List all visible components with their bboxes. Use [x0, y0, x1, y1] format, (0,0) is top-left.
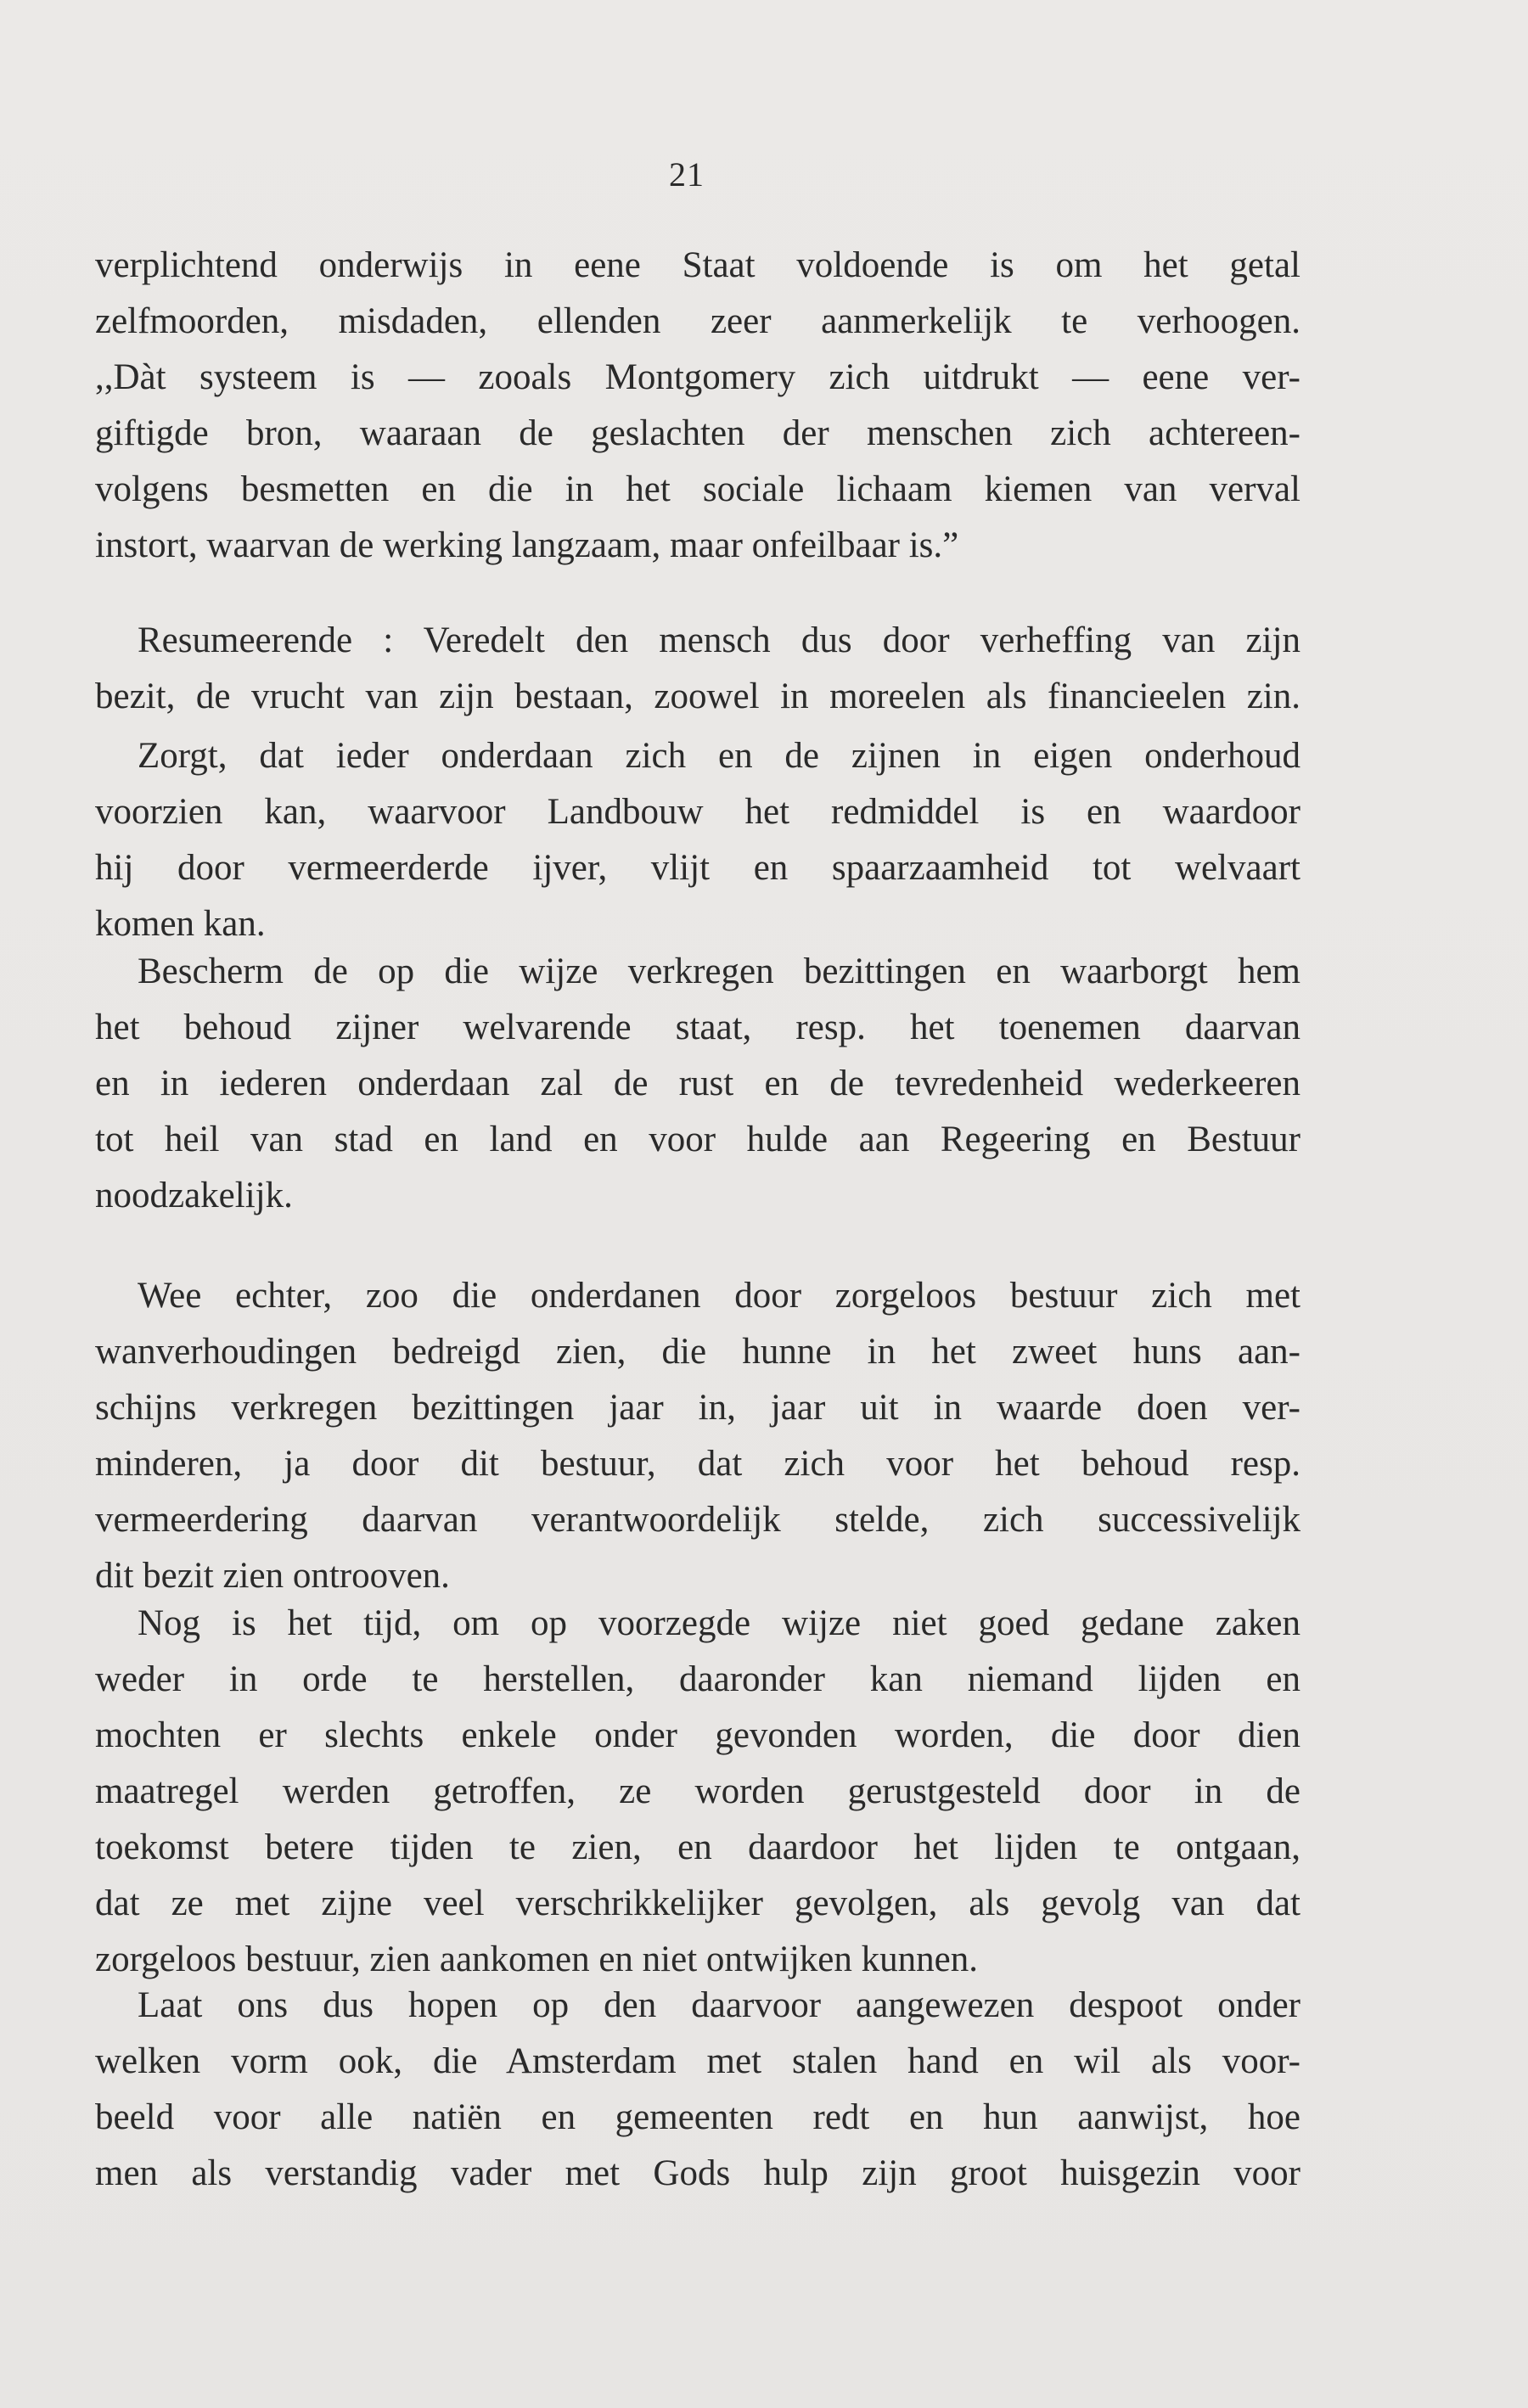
text-line: maatregel werden getroffen, ze worden gerustgesteld door in de — [95, 1771, 1300, 1811]
text-line: voorzien kan, waarvoor Landbouw het redmiddel is en waardoor — [95, 792, 1300, 832]
text-line: welken vorm ook, die Amsterdam met stalen hand en wil als voor- — [95, 2041, 1300, 2081]
text-line: bezit, de vrucht van zijn bestaan, zoowel in moreelen als financieelen zin. — [95, 676, 1300, 716]
text-line: verplichtend onderwijs in eene Staat voldoende is om het getal — [95, 245, 1300, 285]
text-line: mochten er slechts enkele onder gevonden worden, die door dien — [95, 1715, 1300, 1755]
text-line: wanverhoudingen bedreigd zien, die hunne in het zweet huns aan- — [95, 1332, 1300, 1372]
text-line: weder in orde te herstellen, daaronder kan niemand lijden en — [95, 1659, 1300, 1699]
paragraph-2 — [95, 613, 1300, 725]
text-line: zelfmoorden, misdaden, ellenden zeer aanmerkelijk te verhoogen. — [95, 301, 1300, 341]
text-line: en in iederen onderdaan zal de rust en de tevredenheid wederkeeren — [95, 1064, 1300, 1103]
text-line: noodzakelijk. — [95, 1176, 293, 1215]
paragraph-1 — [95, 238, 1300, 574]
text-line: dat ze met zijne veel verschrikkelijker gevolgen, als gevolg van dat — [95, 1883, 1300, 1923]
paragraph-7 — [95, 1978, 1300, 2202]
text-line: Resumeerende : Veredelt den mensch dus door verheffing van zijn — [138, 620, 1300, 660]
paragraph-3 — [95, 728, 1300, 952]
text-line: men als verstandig vader met Gods hulp zijn groot huisgezin voor — [95, 2153, 1300, 2193]
text-line: Bescherm de op die wijze verkregen bezittingen en waarborgt hem — [138, 951, 1300, 991]
text-line: ,,Dàt systeem is — zooals Montgomery zich uitdrukt — eene ver- — [95, 357, 1300, 397]
text-line: vermeerdering daarvan verantwoordelijk stelde, zich successivelijk — [95, 1500, 1300, 1540]
text-line: hij door vermeerderde ijver, vlijt en spaarzaamheid tot welvaart — [95, 848, 1300, 888]
text-line: tot heil van stad en land en voor hulde aan Regeering en Bestuur — [95, 1120, 1300, 1159]
text-line: Zorgt, dat ieder onderdaan zich en de zijnen in eigen onderhoud — [138, 736, 1300, 776]
text-line: instort, waarvan de werking langzaam, maar onfeilbaar is.” — [95, 525, 959, 565]
paragraph-5 — [95, 1268, 1300, 1604]
text-line: minderen, ja door dit bestuur, dat zich voor het behoud resp. — [95, 1444, 1300, 1484]
text-line: Wee echter, zoo die onderdanen door zorgeloos bestuur zich met — [138, 1276, 1300, 1316]
text-line: Laat ons dus hopen op den daarvoor aangewezen despoot onder — [138, 1985, 1300, 2025]
text-line: Nog is het tijd, om op voorzegde wijze niet goed gedane zaken — [138, 1603, 1300, 1643]
text-line: komen kan. — [95, 904, 266, 944]
text-line: zorgeloos bestuur, zien aankomen en niet ontwijken kunnen. — [95, 1939, 978, 1979]
paragraph-4 — [95, 944, 1300, 1224]
text-line: beeld voor alle natiën en gemeenten redt en hun aanwijst, hoe — [95, 2097, 1300, 2137]
text-line: volgens besmetten en die in het sociale lichaam kiemen van verval — [95, 469, 1300, 509]
text-line: het behoud zijner welvarende staat, resp. het toenemen daarvan — [95, 1008, 1300, 1047]
page-number: 21 — [669, 155, 705, 194]
text-line: dit bezit zien ontrooven. — [95, 1556, 450, 1596]
text-line: schijns verkregen bezittingen jaar in, jaar uit in waarde doen ver- — [95, 1388, 1300, 1428]
paragraph-6 — [95, 1596, 1300, 1988]
text-line: giftigde bron, waaraan de geslachten der menschen zich achtereen- — [95, 413, 1300, 453]
text-line: toekomst betere tijden te zien, en daardoor het lijden te ontgaan, — [95, 1827, 1300, 1867]
